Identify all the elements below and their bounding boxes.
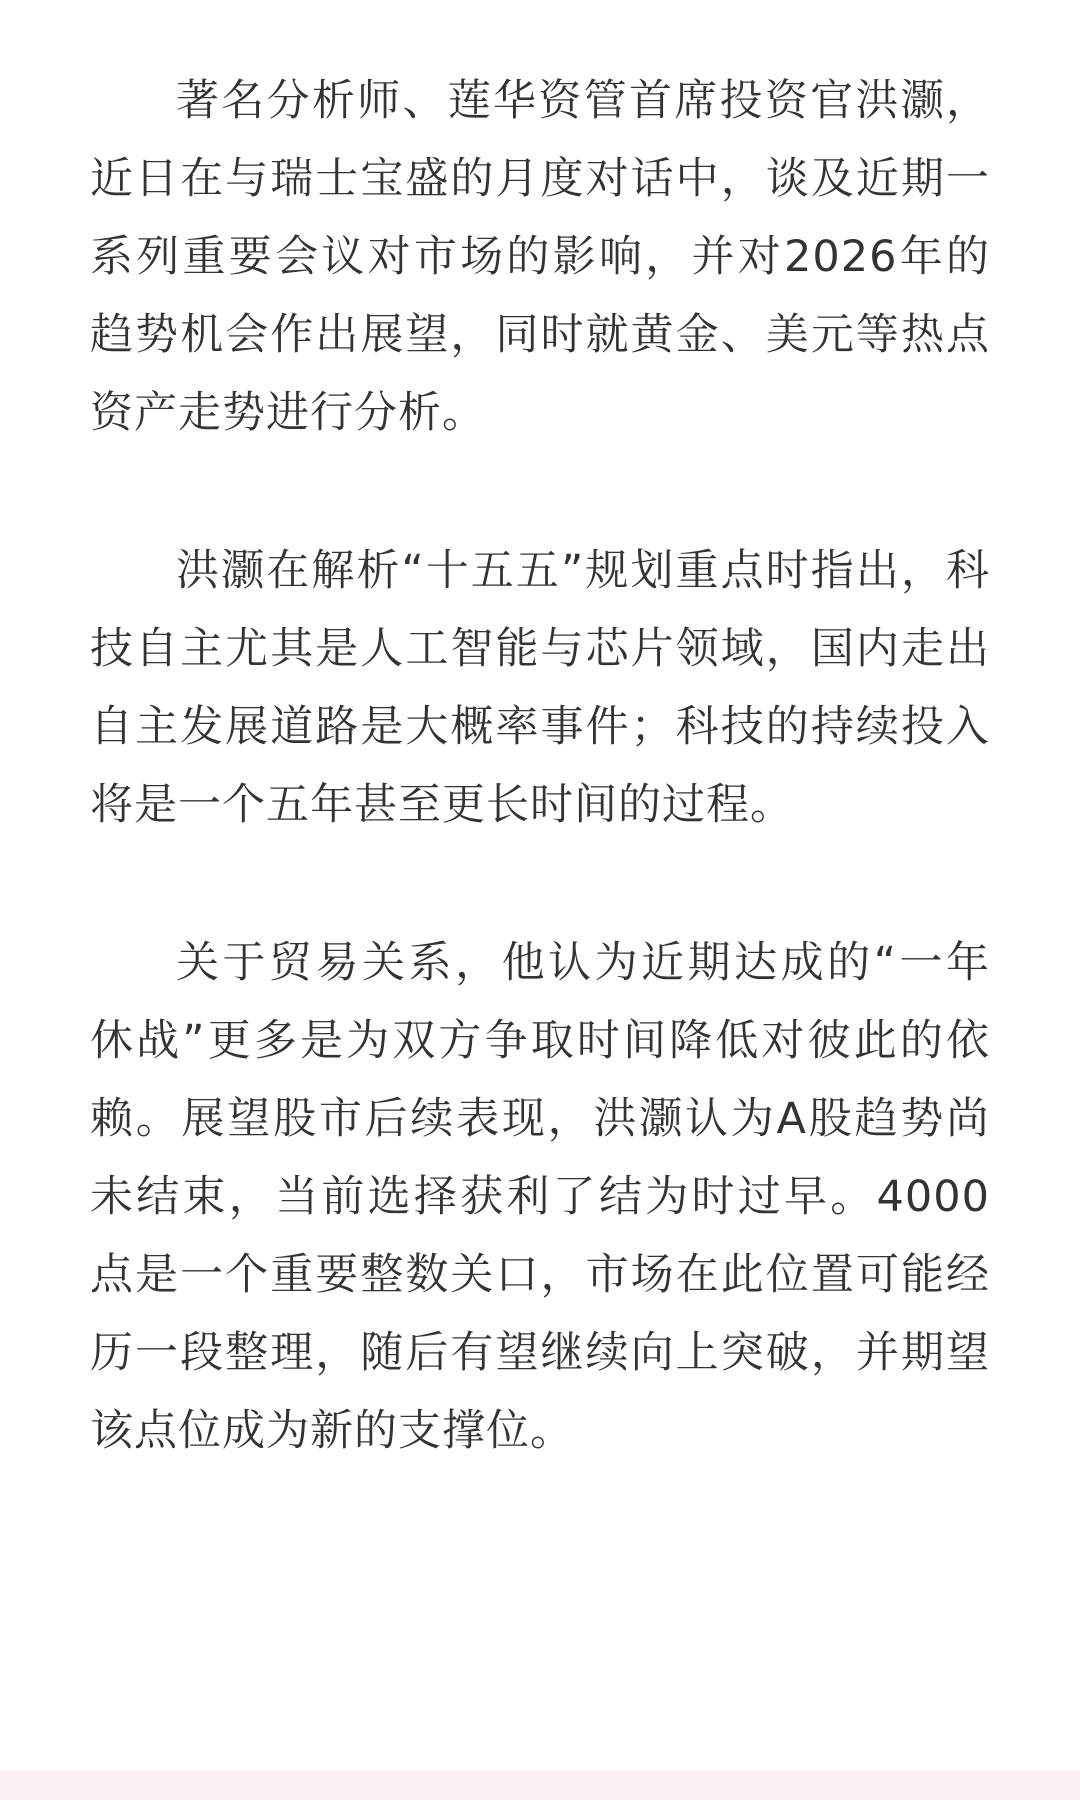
paragraph-1: 著名分析师、莲华资管首席投资官洪灏，近日在与瑞士宝盛的月度对话中，谈及近期一系列重要会议对市场的影响，并对2026年的趋势机会作出展望，同时就黄金、美元等热点资产走势进行分析。 [90,76,990,438]
bottom-band [0,1770,1080,1800]
article-body [90,62,990,1550]
paragraph-3: 关于贸易关系，他认为近期达成的“一年休战”更多是为双方争取时间降低对彼此的依赖。展望股市后续表现，洪灏认为A股趋势尚未结束，当前选择获利了结为时过早。4000点是一个重要整数关口，市场在此位置可能经历一段整理，随后有望继续向上突破，并期望该点位成为新的支撑位。 [90,938,990,1456]
paragraph-2: 洪灏在解析“十五五”规划重点时指出，科技自主尤其是人工智能与芯片领域，国内走出自主发展道路是大概率事件；科技的持续投入将是一个五年甚至更长时间的过程。 [90,546,990,830]
